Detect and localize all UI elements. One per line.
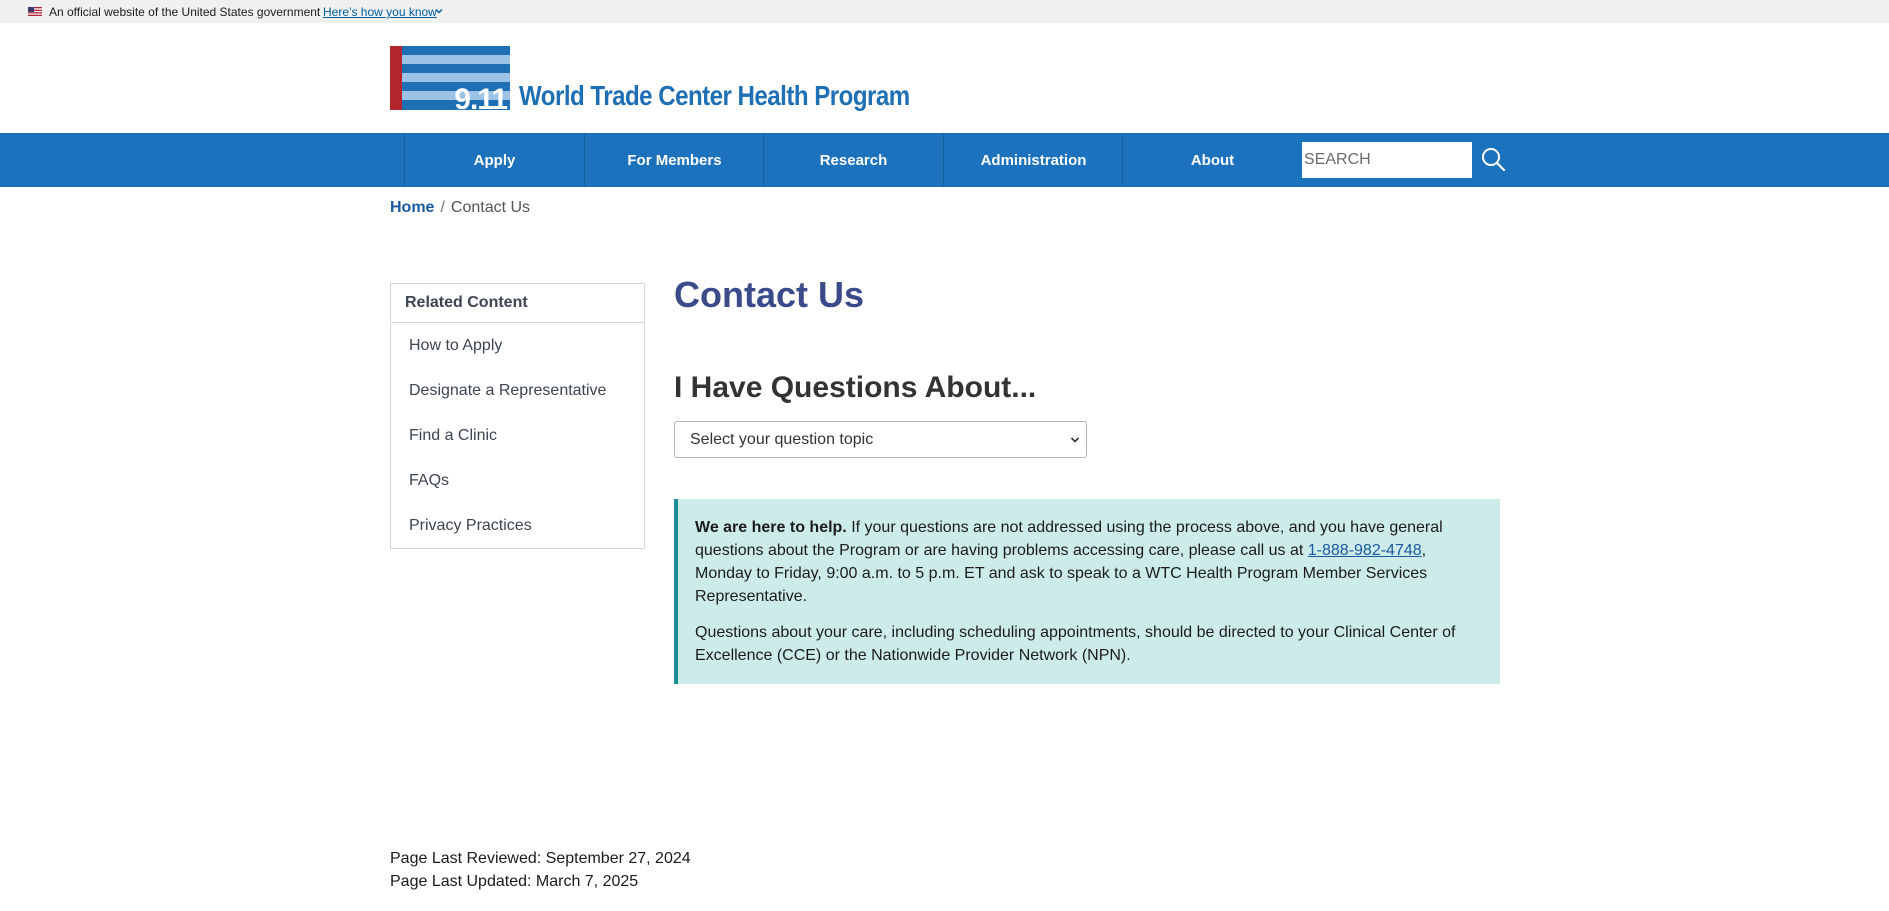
wtc-logo[interactable] <box>390 46 510 110</box>
chevron-down-icon[interactable] <box>434 6 444 16</box>
search-icon[interactable] <box>1478 145 1508 175</box>
breadcrumb-home-link[interactable]: Home <box>390 199 435 216</box>
breadcrumb <box>390 199 530 217</box>
related-content-heading: Related Content <box>391 284 644 323</box>
us-flag-icon <box>28 7 42 16</box>
question-topic-select[interactable] <box>674 421 1087 458</box>
page-title: Contact Us <box>674 274 865 315</box>
sidebar-link-designate-representative[interactable]: Designate a Representative <box>409 382 607 399</box>
phone-link[interactable]: 1-888-982-4748 <box>1307 542 1422 559</box>
main-nav <box>0 133 1889 187</box>
sidebar-link-faqs[interactable]: FAQs <box>409 472 450 489</box>
question-topic-select-value: Select your question topic <box>690 430 874 448</box>
official-website-text: An official website of the United States government <box>49 5 321 19</box>
sidebar-link-how-to-apply[interactable]: How to Apply <box>409 337 503 354</box>
breadcrumb-separator: / <box>440 199 445 216</box>
related-content-sidebar <box>390 283 645 549</box>
help-alert-box <box>674 499 1500 684</box>
gov-banner <box>0 0 1889 23</box>
questions-heading: I Have Questions About... <box>674 371 1037 404</box>
help-lead: We are here to help. <box>695 519 847 536</box>
search-input[interactable] <box>1302 142 1472 178</box>
logo-text: 9.11 <box>454 83 507 110</box>
site-title[interactable]: World Trade Center Health Program <box>519 80 910 111</box>
help-paragraph <box>695 516 1484 608</box>
nav-item-research[interactable]: Research <box>763 133 943 187</box>
help-text-after-phone: , Monday to Friday, 9:00 a.m. to 5 p.m. ET and ask to speak to a WTC Health Program Member Services Representative. <box>695 542 1428 605</box>
how-you-know-link[interactable]: Here’s how you know <box>323 5 437 19</box>
page-last-reviewed: Page Last Reviewed: September 27, 2024 <box>390 850 691 867</box>
nav-item-administration[interactable]: Administration <box>943 133 1123 187</box>
nav-item-apply[interactable]: Apply <box>404 133 584 187</box>
page-last-updated: Page Last Updated: March 7, 2025 <box>390 873 639 890</box>
chevron-down-icon <box>1070 436 1080 444</box>
care-questions-paragraph: Questions about your care, including scheduling appointments, should be directed to your Clinical Center of Excellence (CCE) or the Nationwide Provider Network (NPN). <box>695 624 1456 664</box>
help-text-before-phone: If your questions are not addressed using the process above, and you have general questions about the Program or are having problems accessing care, please call us at <box>695 519 1443 559</box>
sidebar-link-find-a-clinic[interactable]: Find a Clinic <box>409 427 498 444</box>
nav-item-for-members[interactable]: For Members <box>584 133 764 187</box>
sidebar-link-privacy-practices[interactable]: Privacy Practices <box>409 517 532 534</box>
nav-item-about[interactable]: About <box>1122 133 1302 187</box>
breadcrumb-current: Contact Us <box>450 199 531 216</box>
